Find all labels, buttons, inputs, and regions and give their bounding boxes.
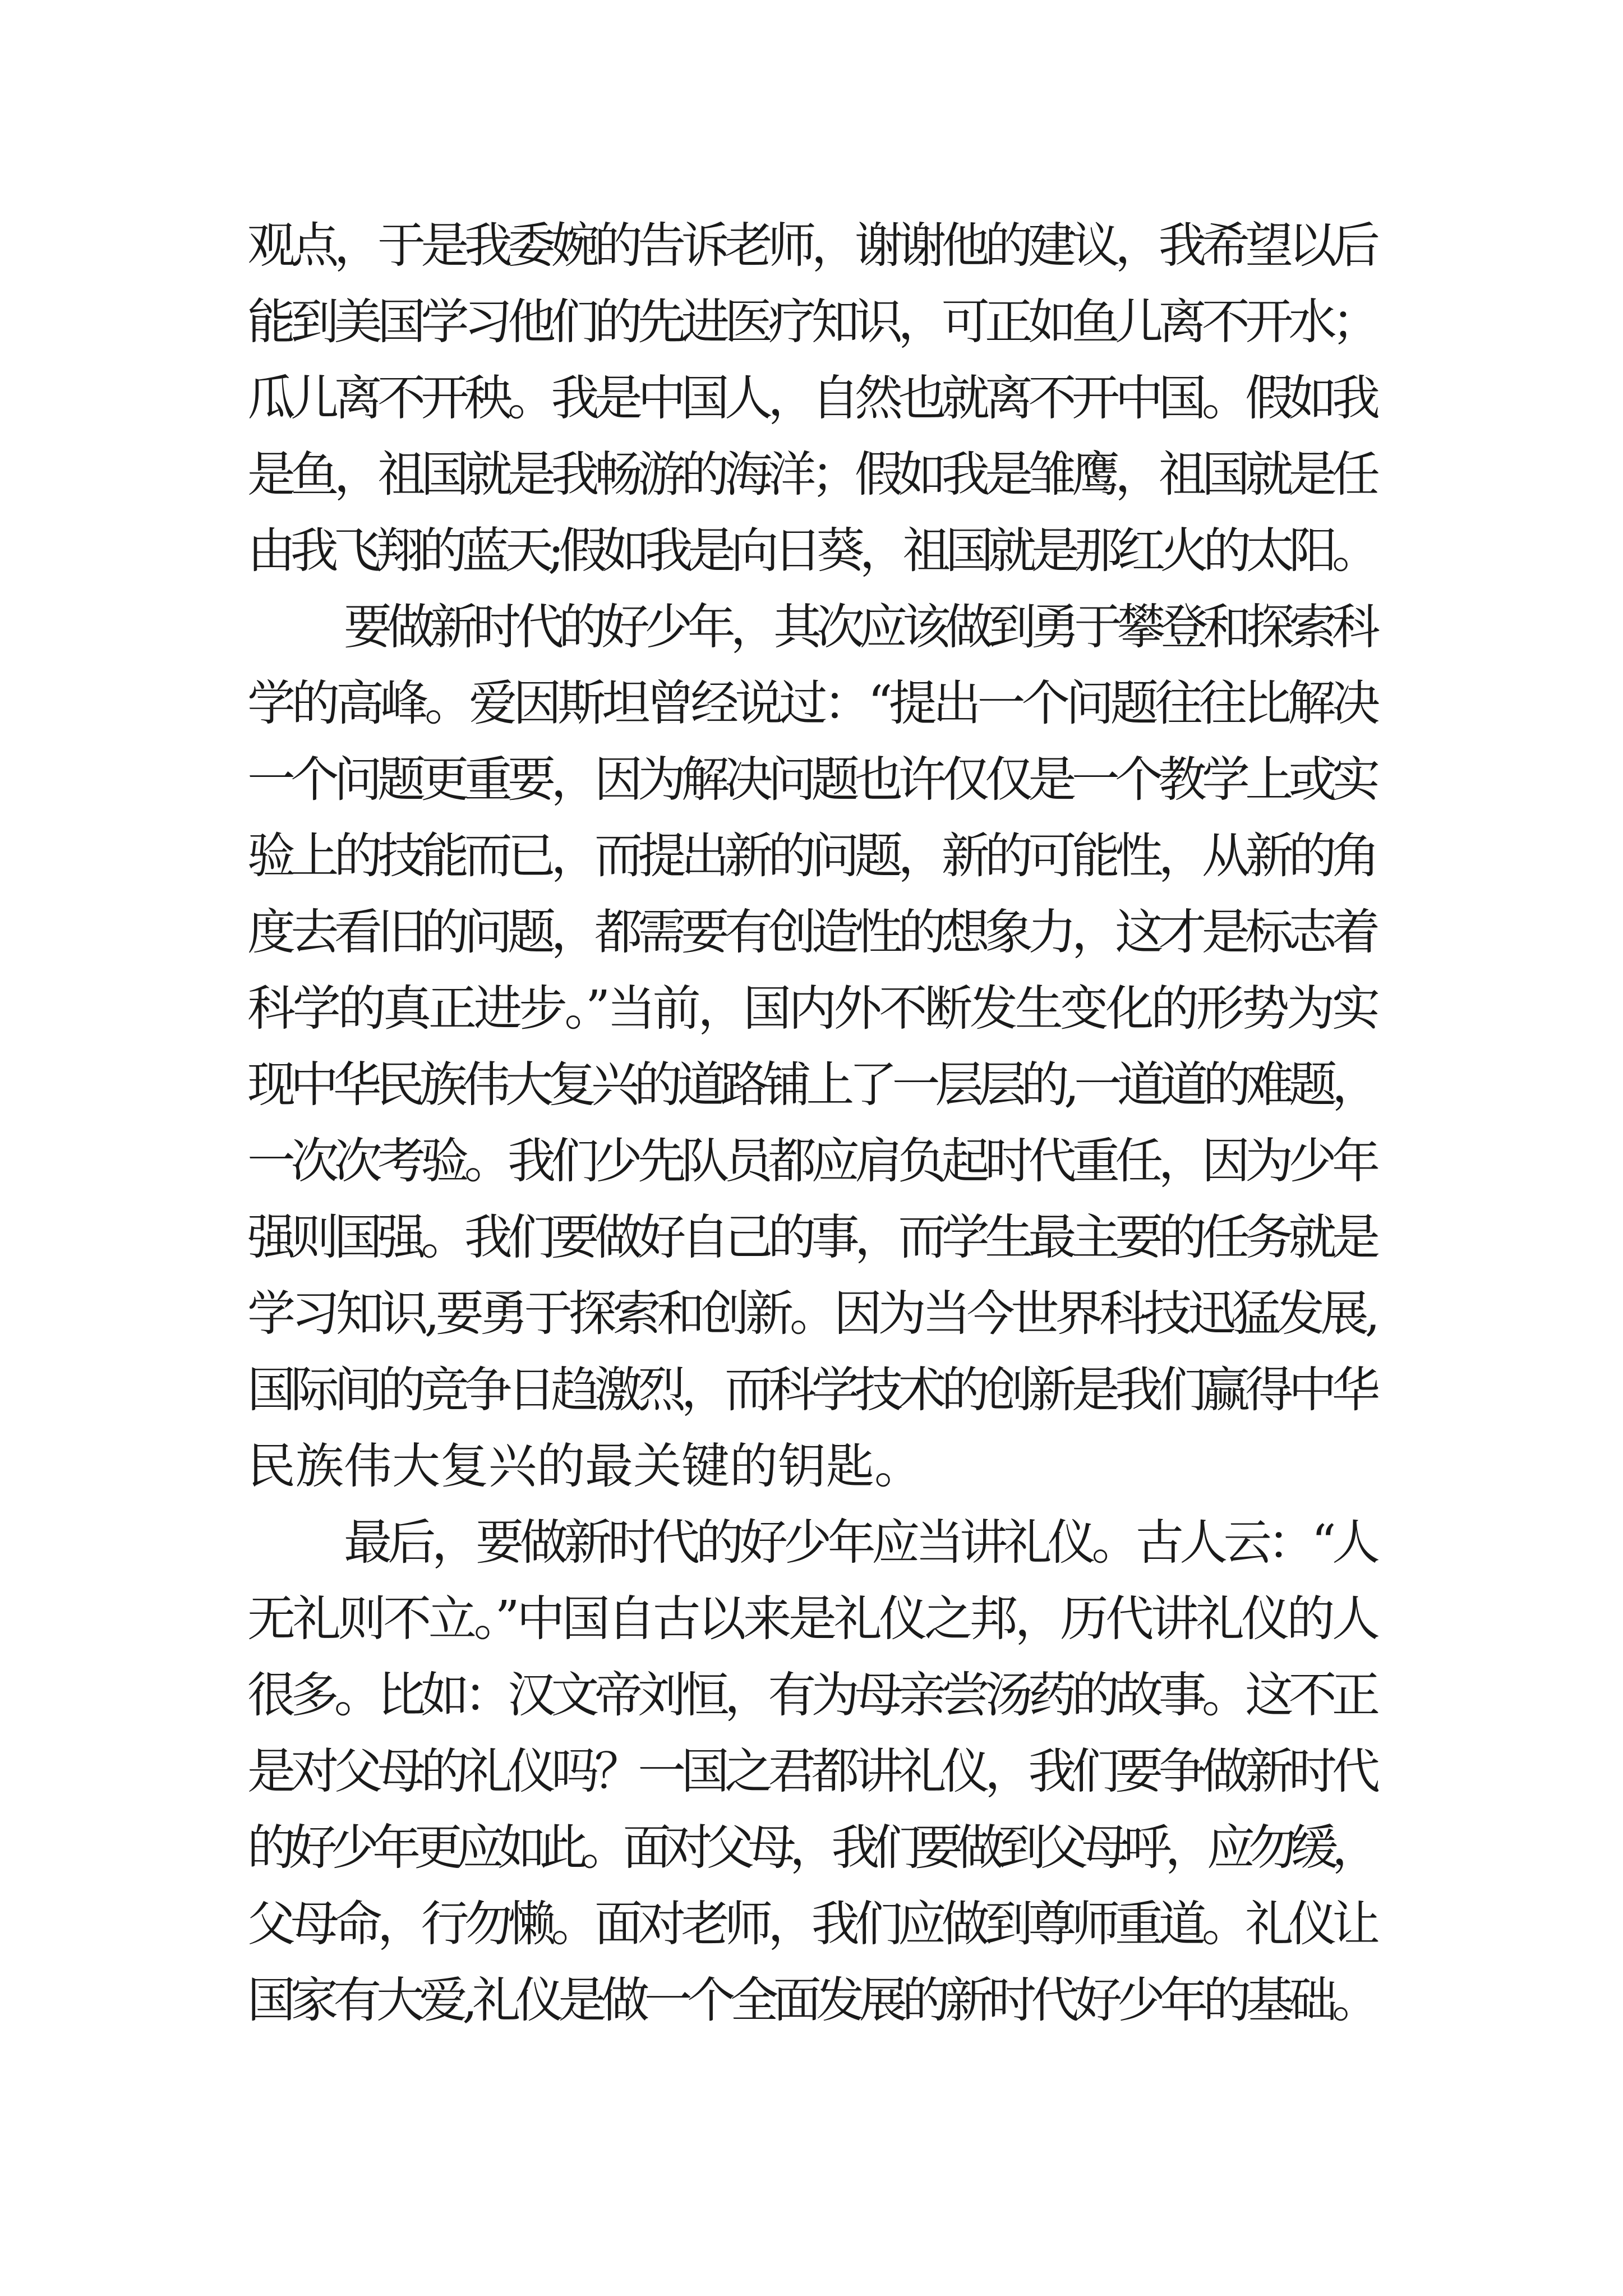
text-line: 是对父母的礼仪吗？一国之君都讲礼仪，我们要争做新时代	[247, 1743, 1376, 1800]
text-line: 是鱼，祖国就是我畅游的海洋；假如我是雏鹰，祖国就是任	[247, 447, 1376, 503]
body-text	[247, 208, 1380, 2039]
text-line: 最后，要做新时代的好少年应当讲礼仪。古人云：“人	[344, 1515, 1376, 1571]
text-line: 民族伟大复兴的最关键的钥匙。	[247, 1438, 923, 1494]
text-line: 国际间的竞争日趋激烈，而科学技术的创新是我们赢得中华	[247, 1362, 1376, 1418]
text-line: 科学的真正进步。”当前，国内外不断发生变化的形势为实	[247, 981, 1377, 1037]
text-line: 无礼则不立。”中国自古以来是礼仪之邦，历代讲礼仪的人	[247, 1591, 1377, 1647]
text-line: 验上的技能而已，而提出新的问题，新的可能性，从新的角	[247, 828, 1376, 884]
text-line: 学的高峰。爱因斯坦曾经说过：“提出一个问题往往比解决	[247, 675, 1377, 731]
text-line: 的好少年更应如此。面对父母，我们要做到父母呼，应勿缓，	[247, 1820, 1374, 1876]
text-line: 观点，于是我委婉的告诉老师，谢谢他的建议，我希望以后	[247, 218, 1376, 274]
text-line: 一次次考验。我们少先队员都应肩负起时代重任，因为少年	[247, 1133, 1376, 1189]
text-line: 要做新时代的好少年，其次应该做到勇于攀登和探索科	[344, 599, 1375, 655]
text-line: 国家有大爱,礼仪是做一个全面发展的新时代好少年的基础。	[247, 1972, 1375, 2028]
text-line: 父母命，行勿懒。面对老师，我们应做到尊师重道。礼仪让	[247, 1896, 1376, 1952]
text-line: 学习知识,要勇于探索和创新。因为当今世界科技迅猛发展,	[247, 1286, 1376, 1342]
paragraph-1	[247, 208, 1380, 589]
text-line: 强则国强。我们要做好自己的事，而学生最主要的任务就是	[247, 1209, 1376, 1266]
paragraph-3	[247, 1504, 1380, 2039]
text-line: 能到美国学习他们的先进医疗知识，可正如鱼儿离不开水；	[247, 294, 1376, 350]
text-line: 很多。比如：汉文帝刘恒，有为母亲尝汤药的故事。这不正	[247, 1667, 1376, 1723]
text-line: 现中华民族伟大复兴的道路铺上了一层层的,一道道的难题，	[247, 1057, 1375, 1113]
text-line: 由我飞翔的蓝天;假如我是向日葵，祖国就是那红火的太阳。	[247, 523, 1375, 579]
text-line: 度去看旧的问题，都需要有创造性的想象力，这才是标志着	[247, 904, 1376, 960]
text-line: 瓜儿离不开秧。我是中国人，自然也就离不开中国。假如我	[247, 370, 1376, 426]
paragraph-2	[247, 589, 1380, 1504]
text-line: 一个问题更重要，因为解决问题也许仅仅是一个教学上或实	[247, 752, 1376, 808]
